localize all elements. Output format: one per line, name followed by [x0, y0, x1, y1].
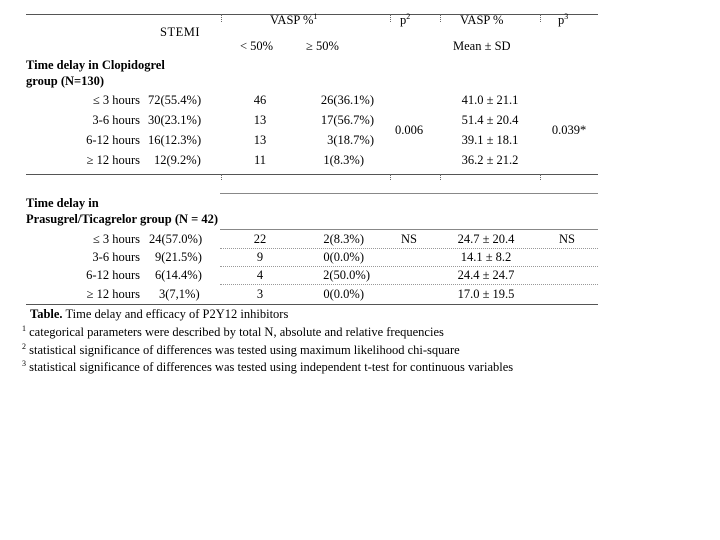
col-divider: [221, 174, 222, 180]
delay-label: 6-12 hours: [86, 133, 140, 147]
footnote-number: 1: [22, 323, 26, 333]
footnote-marker: 1: [313, 11, 318, 21]
col-divider: [390, 14, 391, 22]
n-value: 72(55.4%): [148, 93, 202, 107]
caption-label: Table.: [30, 307, 63, 321]
ge50-value: 0(0.0%): [323, 250, 364, 264]
prasugrel-p2-value: NS: [401, 232, 417, 246]
lt50-header: < 50%: [240, 39, 274, 53]
ge50-value: 3(18.7%): [327, 133, 374, 147]
lt50-value: 11: [253, 153, 267, 167]
lt50-value: 46: [253, 93, 267, 107]
section-title-clopidogrel-n: group (N=130): [26, 74, 105, 88]
footnote-1: [22, 325, 444, 340]
n-value: 30(23.1%): [148, 113, 202, 127]
section-separator-inner: [220, 193, 598, 194]
lt50-value: 4: [256, 268, 264, 282]
n-value: 24(57.0%): [149, 232, 203, 246]
ge50-value: 17(56.7%): [320, 113, 374, 127]
mean-value: 14.1 ± 8.2: [460, 250, 512, 264]
mean-value: 41.0 ± 21.1: [461, 93, 519, 107]
mean-value: 36.2 ± 21.2: [461, 153, 519, 167]
mean-value: 39.1 ± 18.1: [461, 133, 519, 147]
footnote-3: [22, 360, 513, 375]
col-divider: [440, 174, 441, 180]
n-value: 6(14.4%): [155, 268, 202, 282]
delay-label: ≥ 12 hours: [86, 153, 140, 167]
lt50-value: 22: [253, 232, 267, 246]
footnote-number: 2: [22, 341, 26, 351]
ge50-value: 26(36.1%): [320, 93, 374, 107]
delay-label: ≤ 3 hours: [92, 93, 140, 107]
delay-label: ≥ 12 hours: [86, 287, 140, 301]
mean-value: 51.4 ± 20.4: [461, 113, 519, 127]
vasp-mean-header: VASP %: [460, 13, 504, 27]
table-caption: [30, 307, 288, 322]
col-divider: [540, 14, 541, 22]
n-value: 9(21.5%): [155, 250, 202, 264]
delay-label: 3-6 hours: [92, 250, 140, 264]
mean-value: 17.0 ± 19.5: [457, 287, 515, 301]
col-divider: [390, 174, 391, 180]
n-value: 16(12.3%): [148, 133, 202, 147]
mean-value: 24.7 ± 20.4: [457, 232, 515, 246]
n-value: 12(9.2%): [154, 153, 201, 167]
p3-header: [558, 13, 568, 28]
stemi-header: STEMI: [160, 25, 200, 39]
delay-label: ≤ 3 hours: [92, 232, 140, 246]
lt50-value: 13: [253, 113, 267, 127]
footnote-2: [22, 343, 460, 358]
ge50-header: ≥ 50%: [306, 39, 339, 53]
vasp-percent-header: [270, 13, 317, 28]
footnote-marker: 3: [564, 11, 569, 21]
lt50-value: 9: [256, 250, 264, 264]
delay-label: 3-6 hours: [92, 113, 140, 127]
section-title-clopidogrel: Time delay in Clopidogrel: [26, 58, 165, 72]
footnote-number: 3: [22, 358, 26, 368]
section-separator: [26, 174, 598, 175]
ge50-value: 2(50.0%): [323, 268, 370, 282]
n-value: 3(7,1%): [159, 287, 200, 301]
section-title-prasugrel-n: Prasugrel/Ticagrelor group (N = 42): [26, 212, 219, 226]
table-bottom-rule: [26, 304, 598, 305]
row-rule: [220, 284, 598, 285]
p-label: p: [400, 13, 407, 27]
footnote-text: statistical significance of differences was tested using independent t-test for continuous variables: [26, 360, 514, 374]
footnote-marker: 2: [406, 11, 411, 21]
header-rule-prasugrel: [220, 229, 598, 230]
clopidogrel-p2-value: 0.006: [394, 123, 424, 137]
row-rule: [220, 266, 598, 267]
ge50-value: 2(8.3%): [323, 232, 364, 246]
row-rule: [220, 248, 598, 249]
lt50-value: 13: [253, 133, 267, 147]
p2-header: [400, 13, 410, 28]
mean-sd-header: Mean ± SD: [453, 39, 511, 53]
lt50-value: 3: [256, 287, 264, 301]
footnote-text: statistical significance of differences was tested using maximum likelihood chi-square: [26, 343, 460, 357]
col-divider: [221, 14, 222, 22]
ge50-value: 1(8.3%): [323, 153, 364, 167]
caption-text: Time delay and efficacy of P2Y12 inhibitors: [62, 307, 289, 321]
prasugrel-p3-value: NS: [559, 232, 575, 246]
p-label: p: [558, 13, 565, 27]
mean-value: 24.4 ± 24.7: [457, 268, 515, 282]
col-divider: [540, 174, 541, 180]
clopidogrel-p3-value: 0.039*: [551, 123, 587, 137]
col-divider: [440, 14, 441, 22]
section-title-prasugrel: Time delay in: [26, 196, 99, 210]
vasp-percent-label: VASP %: [270, 13, 314, 27]
delay-label: 6-12 hours: [86, 268, 140, 282]
ge50-value: 0(0.0%): [323, 287, 364, 301]
footnote-text: categorical parameters were described by total N, absolute and relative frequencies: [26, 325, 444, 339]
